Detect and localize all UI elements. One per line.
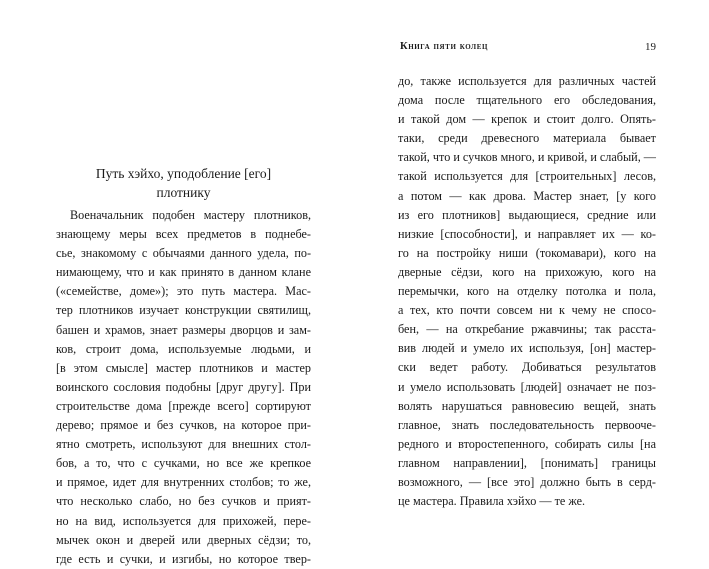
text-line: низкие [способности], и направляет их — ко- [398,226,656,241]
text-line: возможного, — [все это] должно быть в серд- [398,474,656,489]
text-line: а тех, кто почти совсем ни к чему не спосо- [398,303,656,318]
text-line: ски ведет работу. Добиваться результатов [398,360,656,375]
text-line: вив людей и умело их используя, [он] мастер- [398,341,656,356]
text-line: главное, знать последовательность первооче- [398,417,656,432]
text-line: [в этом смысле] мастер плотников и мастер [56,360,311,375]
text-line: тер плотников изучает конструкции святилищ, [56,303,311,318]
text-line: го на постройку ниши (токомавари), кого на [398,245,656,260]
text-line: до, также используется для различных частей [398,74,656,88]
text-line: из его плотников] выдающиеся, средние или [398,207,656,222]
left-page [56,0,311,567]
text-line: мычек окон и дверей или дверных сёдзи; то, [56,532,311,547]
text-line: строительстве дома [прежде всего] сортируют [56,398,311,413]
text-line: но на вид, используется для прихожей, пере- [56,513,311,528]
text-line: («семействе, доме»); это путь мастера. Мас- [56,284,311,299]
text-line: дверные сёдзи, кого на прихожую, кого на [398,264,656,279]
text-line: це мастера. Правила хэйхо — те же. [398,494,586,509]
text-line: такой, что и сучков много, и кривой, и слабый, — [398,150,656,165]
text-line: и такой дом — крепок и стоит долго. Опять- [398,112,656,127]
right-page [398,0,656,567]
text-line: бов, а то, что с сучками, но все же крепкое [56,456,311,471]
text-line: таки, среди древесного материала бывает [398,131,656,146]
text-line: нимающему, что и как принято в данном клане [56,265,311,280]
text-line: Военачальник подобен мастеру плотников, [70,208,311,222]
text-line: перемычки, кого на отделку потолка и пола, [398,284,656,299]
left-body-text [56,206,311,569]
right-body-text [398,72,656,511]
text-line: такой используется для [строительных] лесов, [398,169,656,184]
text-line: знающему меры всех предметов в поднебе- [56,227,311,242]
text-line: бен, — на откребание ржавчины; так расста- [398,322,656,337]
running-title: Книга пяти колец [400,41,489,52]
text-line: дерево; прямое и без сучков, на которое при- [56,418,311,433]
text-line: ков, строит дома, используемые людьми, и [56,341,311,356]
chapter-title-line: Путь хэйхо, уподобление [его] [95,166,272,181]
text-line: главном направлении], [понимать] границы [398,455,656,470]
chapter-title [56,164,311,202]
page-number: 19 [645,41,656,53]
text-line: волять нарушаться равновесию вещей, знать [398,398,656,413]
text-line: ятно смотреть, используют для внешних стол- [56,437,311,452]
running-head [398,41,656,57]
text-line: и умело использовать [людей] означает не поз- [398,379,656,394]
text-line: воинского сословия подобны [друг другу]. При [56,379,311,394]
text-line: и прямое, идет для внутренних столбов; то же, [56,475,311,490]
text-line: где есть и сучки, и изгибы, но которое твер- [56,551,311,566]
text-line: редного и второстепенного, собирать силы [на [398,436,656,451]
chapter-title-line: плотнику [156,185,211,200]
text-line: башен и храмов, знает размеры дворцов и зам- [56,322,311,337]
text-line: что несколько слабо, но без сучков и прият- [56,494,311,509]
text-line: сье, знакомому с обычаями данного удела, по- [56,246,311,261]
text-line: дома после тщательного его обследования, [398,93,656,108]
text-line: а потом — как дрова. Мастер знает, [у кого [398,188,656,203]
